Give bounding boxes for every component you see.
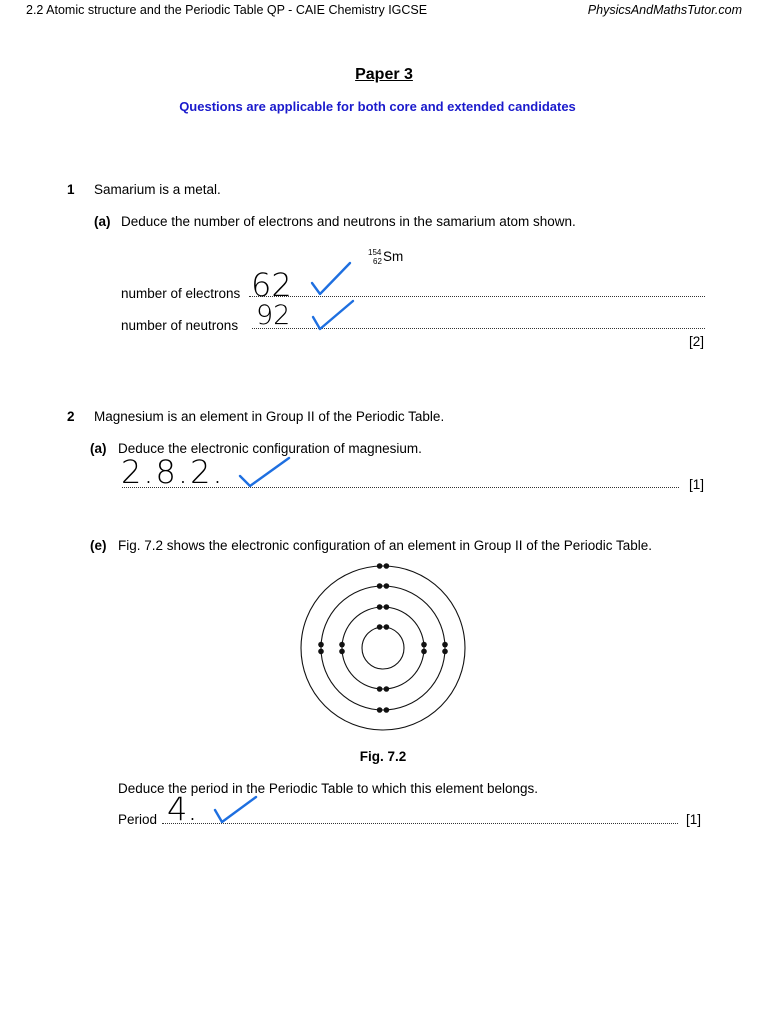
period-label: Period <box>118 812 158 827</box>
period-handwritten-answer: 4. <box>167 790 198 828</box>
q2e-marks: [1] <box>686 812 702 827</box>
electrons-tick-icon <box>312 263 350 294</box>
electrons-handwritten-answer: 62 <box>251 266 292 304</box>
q2-number: 2 <box>67 409 75 424</box>
configuration-handwritten-answer: 2.8.2. <box>121 453 225 491</box>
figure-caption: Fig. 7.2 <box>359 749 407 764</box>
q2a-text: Deduce the electronic configuration of magnesium. <box>118 441 422 456</box>
isotope-atomic-number: 62 <box>373 257 382 266</box>
electrons-label: number of electrons <box>121 286 241 301</box>
q1a-marks: [2] <box>689 334 705 349</box>
configuration-tick-icon <box>240 458 289 486</box>
page-header-left: 2.2 Atomic structure and the Periodic Table QP - CAIE Chemistry IGCSE <box>26 3 428 17</box>
isotope-symbol: Sm <box>383 249 404 264</box>
period-tick-icon <box>215 797 256 822</box>
neutrons-tick-icon <box>313 301 353 329</box>
isotope-mass-number: 154 <box>368 248 382 257</box>
q2a-label: (a) <box>90 441 107 456</box>
neutrons-label: number of neutrons <box>121 318 239 333</box>
paper-title: Paper 3 <box>355 66 413 83</box>
q2-stem: Magnesium is an element in Group II of the Periodic Table. <box>94 409 445 424</box>
q1-number: 1 <box>67 182 75 197</box>
period-question: Deduce the period in the Periodic Table to which this element belongs. <box>118 781 539 796</box>
q1-stem: Samarium is a metal. <box>94 182 221 197</box>
candidates-note: Questions are applicable for both core and extended candidates <box>179 99 576 114</box>
q2e-label: (e) <box>90 538 107 553</box>
q1a-label: (a) <box>94 214 111 229</box>
neutrons-handwritten-answer: 92 <box>256 300 291 331</box>
q2a-marks: [1] <box>689 477 705 492</box>
page-header-right: PhysicsAndMathsTutor.com <box>587 3 742 17</box>
q1a-text: Deduce the number of electrons and neutrons in the samarium atom shown. <box>121 214 576 229</box>
q2e-text: Fig. 7.2 shows the electronic configuration of an element in Group II of the Periodic Table. <box>118 538 653 553</box>
